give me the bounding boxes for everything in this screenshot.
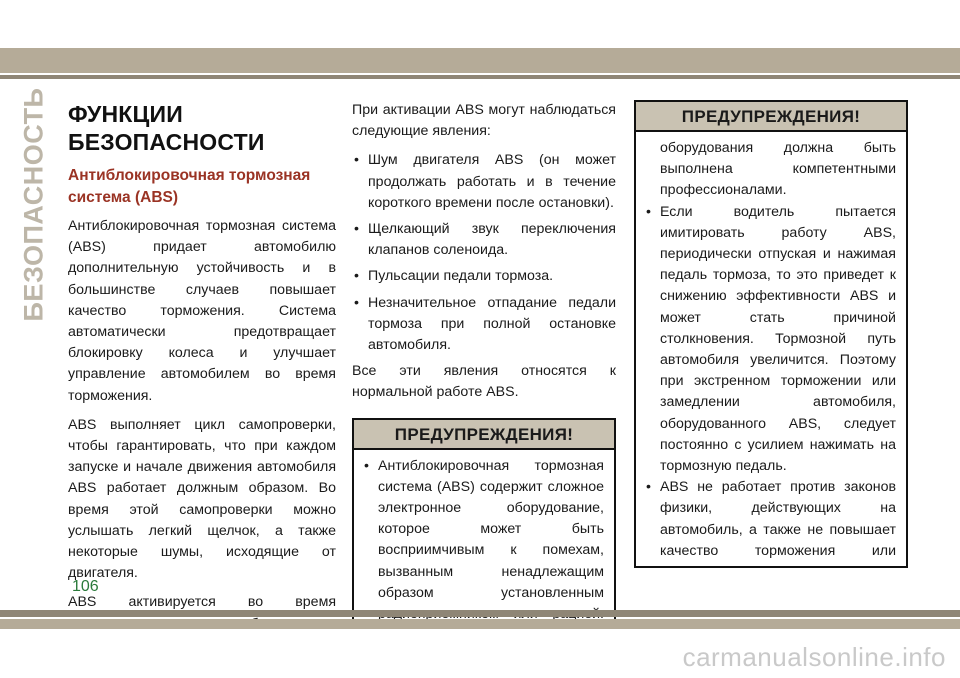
section-side-label-text: БЕЗОПАСНОСТЬ xyxy=(18,87,49,321)
intro-paragraph: При активации ABS могут наблюдаться следующие явления: xyxy=(352,102,616,140)
page-number: 106 xyxy=(72,578,99,595)
column-1 xyxy=(68,100,336,678)
section-side-label xyxy=(14,87,54,321)
list-item: • Шум двигателя ABS (он может продолжать работать и в течение короткого времени после остановки). xyxy=(352,150,616,214)
warning-item: • Если водитель пытается имитировать работу ABS, периодически отпуская и нажимая педаль тормоза, то это приведет к снижению эффективности ABS и может стать причиной столкновения. Тормозной путь автомобиля увеличится. Поэтому при экстренном торможении или замедлении автомобиля, оборудованного ABS, следует постоянно с усилием нажимать на тормозную педаль. xyxy=(644,202,896,478)
page-title: ФУНКЦИИ БЕЗОПАСНОСТИ xyxy=(68,101,265,155)
footer-bar xyxy=(0,619,960,629)
phenomena-list xyxy=(352,150,616,356)
outro-paragraph: Все эти явления относятся к нормальной работе ABS. xyxy=(352,363,616,401)
section-subtitle-line-2: система (ABS) xyxy=(68,189,179,206)
paragraph-3: ABS активируется во время xyxy=(68,594,336,611)
watermark-text: carmanualsonline.info xyxy=(682,642,946,672)
footer-rule xyxy=(0,610,960,617)
paragraph-1: Антиблокировочная тормозная система (ABS) придает автомобилю дополнительную устойчивость и в большинстве случаев повышает качество торможения. Система автоматически предотвращает блокировку колеса и улучшает управление автомобилем во время торможения. xyxy=(68,218,336,404)
column-3 xyxy=(634,100,908,568)
warning-list xyxy=(644,202,896,568)
list-item: • Незначительное отпадание педали тормоза при полной остановке автомобиля. xyxy=(352,293,616,357)
warning-title: ПРЕДУПРЕЖДЕНИЯ! xyxy=(354,420,614,450)
section-subtitle xyxy=(68,165,336,209)
paragraph-2: ABS выполняет цикл самопроверки, чтобы гарантировать, что при каждом запуске и начале движения автомобиля ABS работает должным образом. Во время этой самопроверки можно услышать легкий щелчок, а также некоторые шумы, исходящие от двигателя. xyxy=(68,416,336,582)
column-2 xyxy=(352,100,616,678)
warning-item: • ABS не работает против законов физики, действующих на автомобиль, а также не повышает качество торможения или xyxy=(644,477,896,568)
list-item: • Щелкающий звук переключения клапанов соленоида. xyxy=(352,219,616,261)
top-margin xyxy=(0,0,960,48)
section-subtitle-line-1: Антиблокировочная тормозная xyxy=(68,167,311,184)
warning-box-continued xyxy=(634,100,908,568)
warning-continuation: оборудования должна быть выполнена компетентными профессионалами. xyxy=(660,140,896,199)
warning-title: ПРЕДУПРЕЖДЕНИЯ! xyxy=(636,102,906,132)
header-rule xyxy=(0,75,960,79)
list-item: • Пульсации педали тормоза. xyxy=(352,266,616,287)
warning-body xyxy=(636,132,906,568)
warning-item: • Антиблокировочная тормозная система (ABS) содержит сложное электронное оборудование, которое может быть восприимчивым к помехам, вызванным ненадлежащим образом установленным xyxy=(362,456,604,678)
header-bar xyxy=(0,48,960,73)
